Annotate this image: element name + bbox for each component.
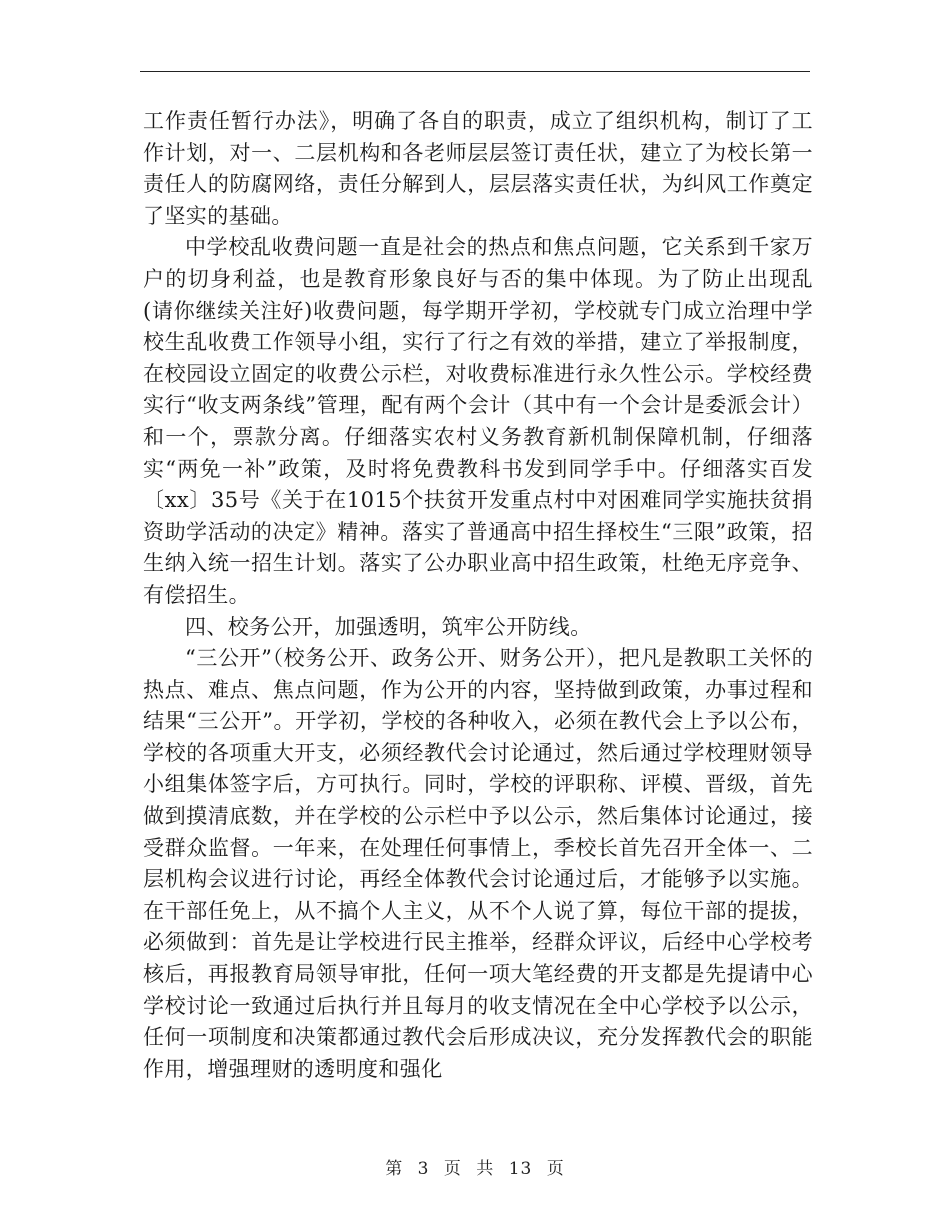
paragraph-3: “三公开”（校务公开、政务公开、财务公开），把凡是教职工关怀的热点、难点、焦点问题，作为公开的内容，坚持做到政策，办事过程和结果“三公开”。开学初，学校的各种收入，必须在教代会上予以公布，学校的各项重大开支，必须经教代会讨论通过，然后通过学校理财领导小组集体签字后，方可执行。同时，学校的评职称、评模、晋级，首先做到摸清底数，并在学校的公示栏中予以公示，然后集体讨论通过，接受群众监督。一年来，在处理任何事情上，季校长首先召开全体一、二层机构会议进行讨论，再经全体教代会讨论通过后，才能够予以实施。在干部任免上，从不搞个人主义，从不个人说了算，每位干部的提拔，必须做到：首先是让学校进行民主推举，经群众评议，后经中心学校考核后，再报教育局领导审批，任何一项大笔经费的开支都是先提请中心学校讨论一致通过后执行并且每月的收支情况在全中心学校予以公示，任何一项制度和决策都通过教代会后形成决议，充分发挥教代会的职能作用，增强理财的透明度和强化 [143, 646, 813, 1081]
footer-label-total-unit: 页 [546, 1159, 565, 1179]
document-body [143, 106, 813, 1085]
footer-label-page: 第 [385, 1159, 404, 1179]
page-footer [0, 1154, 950, 1179]
section-heading-4: 四、校务公开，加强透明，筑牢公开防线。 [185, 614, 592, 639]
footer-label-total: 共 [476, 1159, 495, 1179]
paragraph-1: 工作责任暂行办法》，明确了各自的职责，成立了组织机构，制订了工作计划，对一、二层机构和各老师层层签订责任状，建立了为校长第一责任人的防腐网络，责任分解到人，层层落实责任状，为纠风工作奠定了坚实的基础。 [143, 109, 813, 228]
footer-current-page: 3 [417, 1159, 430, 1179]
header-rule [140, 71, 810, 72]
footer-label-page-unit: 页 [443, 1159, 462, 1179]
paragraph-2: 中学校乱收费问题一直是社会的热点和焦点问题，它关系到千家万户的切身利益，也是教育形象良好与否的集中体现。为了防止出现乱(请你继续关注好)收费问题，每学期开学初，学校就专门成立治理中学校生乱收费工作领导小组，实行了行之有效的举措，建立了举报制度，在校园设立固定的收费公示栏，对收费标准进行永久性公示。学校经费实行“收支两条线”管理，配有两个会计（其中有一个会计是委派会计）和一个，票款分离。仔细落实农村义务教育新机制保障机制，仔细落实“两免一补”政策，及时将免费教科书发到同学手中。仔细落实百发〔xx〕35号《关于在1015个扶贫开发重点村中对困难同学实施扶贫捐资助学活动的决定》精神。落实了普通高中招生择校生“三限”政策，招生纳入统一招生计划。落实了公办职业高中招生政策，杜绝无序竞争、有偿招生。 [143, 235, 813, 607]
footer-total-pages: 13 [508, 1159, 533, 1179]
